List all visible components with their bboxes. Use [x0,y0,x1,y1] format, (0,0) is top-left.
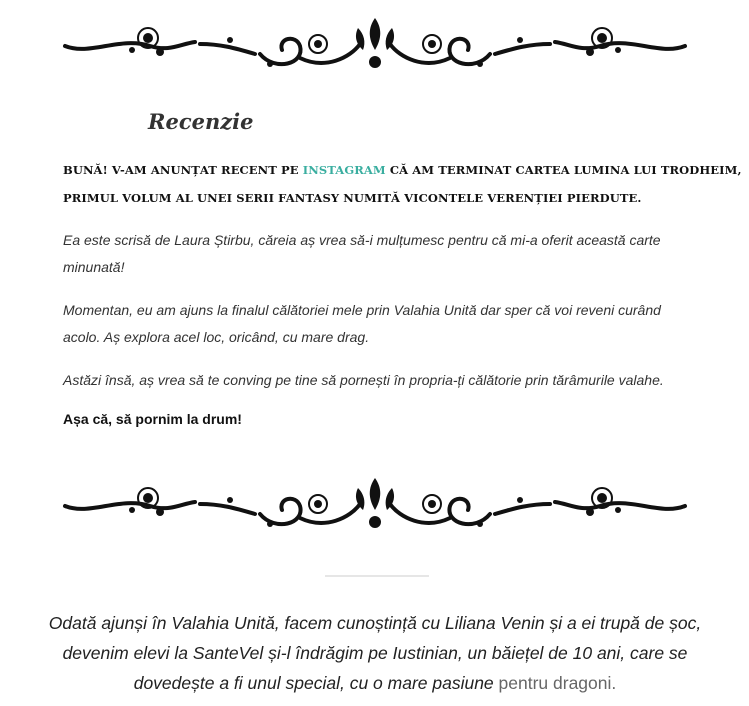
paragraph-author: Ea este scrisă de Laura Știrbu, căreia aș vrea să-i mulțumesc pentru că mi-a oferit această carte minunată! [63,232,661,275]
bottom-flourish-ornament-icon [60,474,690,534]
quote-main-text: Odată ajunși în Valahia Unită, facem cunoștință cu Liliana Venin și a ei trupă de șoc, devenim elevi la SanteVel și-l îndrăgim pe Iustinian, un băiețel de 10 ani, care se dovedește a fi unul special, cu o mare pasiune [48,613,702,693]
pull-quote [40,608,710,698]
intro-text-after: CĂ AM TERMINAT CARTEA LUMINA LUI TRODHEIM, [385,163,742,177]
intro-line-2: PRIMUL VOLUM AL UNEI SERII FANTASY NUMITĂ VICONTELE VERENȚIEI PIERDUTE. [63,191,642,205]
review-heading: Recenzie [148,109,254,134]
top-flourish-ornament-icon [60,14,690,74]
paragraph-journey: Momentan, eu am ajuns la finalul călătoriei mele prin Valahia Unită dar sper că voi reveni curând acolo. Aș explora acel loc, oricând, cu mare drag. [63,302,661,345]
closing-line: Așa că, să pornim la drum! [63,411,242,427]
intro-line-1 [63,163,742,177]
quote-tail-text: pentru dragoni. [493,673,617,693]
instagram-link[interactable]: INSTAGRAM [302,163,386,177]
paragraph-invitation: Astăzi însă, aș vrea să te conving pe tine să pornești în propria-ți călătorie prin tărâmurile valahe. [63,372,664,388]
section-divider [325,575,429,577]
intro-text-before: BUNĂ! V-AM ANUNȚAT RECENT PE [63,163,303,177]
